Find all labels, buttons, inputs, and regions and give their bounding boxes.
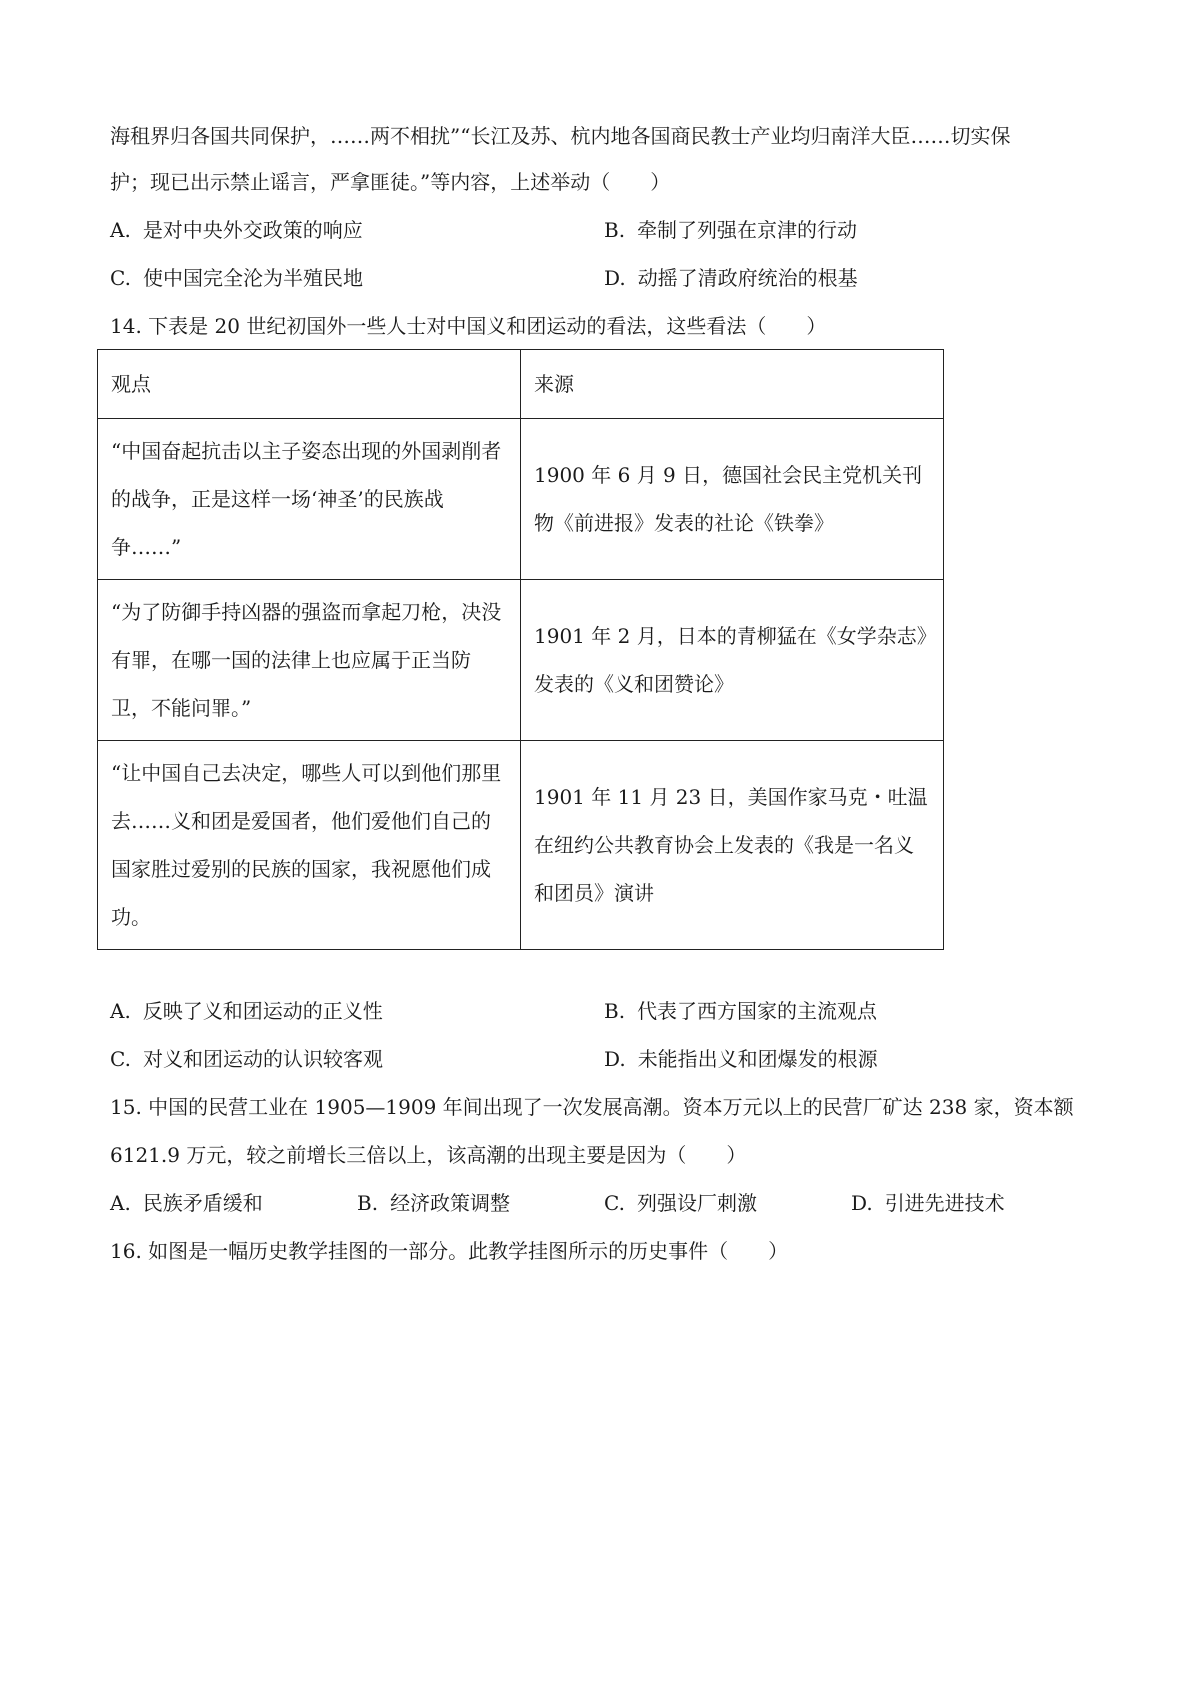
option-text: 对义和团运动的认识较客观 [142, 1047, 383, 1071]
table-row [98, 741, 944, 950]
q15-option-d[interactable] [851, 1189, 1005, 1217]
table-cell-source: 1901 年 2 月，日本的青柳猛在《女学杂志》发表的《义和团赞论》 [521, 580, 944, 741]
option-letter: D. [851, 1191, 873, 1215]
q13-option-d[interactable] [604, 264, 858, 292]
option-text: 代表了西方国家的主流观点 [637, 999, 878, 1023]
option-text: 反映了义和团运动的正义性 [142, 999, 383, 1023]
q13-stem-line-1: 海租界归各国共同保护，……两不相扰”“长江及苏、杭内地各国商民教士产业均归南洋大臣……切实保 [110, 124, 1011, 148]
option-letter: C. [110, 266, 131, 290]
q14-stem: 14. 下表是 20 世纪初国外一些人士对中国义和团运动的看法，这些看法（ ） [110, 314, 827, 338]
option-text: 动摇了清政府统治的根基 [637, 266, 858, 290]
option-letter: B. [604, 999, 626, 1023]
table-cell-source: 1901 年 11 月 23 日，美国作家马克・吐温在纽约公共教育协会上发表的《我是一名义和团员》演讲 [521, 741, 944, 950]
option-text: 使中国完全沦为半殖民地 [142, 266, 363, 290]
option-text: 列强设厂刺激 [636, 1191, 757, 1215]
q15-stem-line-1: 15. 中国的民营工业在 1905—1909 年间出现了一次发展高潮。资本万元以上的民营厂矿达 238 家，资本额 [110, 1095, 1074, 1119]
table-header-row [98, 350, 944, 419]
q14-option-c[interactable] [110, 1045, 383, 1073]
table-cell-view: “让中国自己去决定，哪些人可以到他们那里去……义和团是爱国者，他们爱他们自己的国家胜过爱别的民族的国家，我祝愿他们成功。 [98, 741, 521, 950]
option-letter: B. [357, 1191, 379, 1215]
option-letter: D. [604, 266, 626, 290]
table-cell-view: “为了防御手持凶器的强盗而拿起刀枪，决没有罪，在哪一国的法律上也应属于正当防卫，不能问罪。” [98, 580, 521, 741]
option-text: 民族矛盾缓和 [142, 1191, 263, 1215]
q15-option-b[interactable] [357, 1189, 510, 1217]
q15-option-a[interactable] [110, 1189, 263, 1217]
q13-stem-line-2: 护；现已出示禁止谣言，严拿匪徒。”等内容，上述举动（ ） [110, 170, 671, 194]
q14-option-d[interactable] [604, 1045, 878, 1073]
table-header-view: 观点 [98, 350, 521, 419]
q13-option-b[interactable] [604, 216, 857, 244]
option-text: 牵制了列强在京津的行动 [637, 218, 858, 242]
option-letter: A. [110, 999, 131, 1023]
option-text: 经济政策调整 [390, 1191, 511, 1215]
q14-option-b[interactable] [604, 997, 877, 1025]
option-text: 引进先进技术 [884, 1191, 1005, 1215]
q14-views-table [97, 349, 944, 950]
table-row [98, 419, 944, 580]
option-letter: C. [604, 1191, 625, 1215]
q13-option-a[interactable] [110, 216, 363, 244]
option-letter: C. [110, 1047, 131, 1071]
option-letter: A. [110, 1191, 131, 1215]
option-text: 是对中央外交政策的响应 [142, 218, 363, 242]
table-cell-view: “中国奋起抗击以主子姿态出现的外国剥削者的战争，正是这样一场‘神圣’的民族战争……” [98, 419, 521, 580]
option-letter: A. [110, 218, 131, 242]
table-header-source: 来源 [521, 350, 944, 419]
q15-option-c[interactable] [604, 1189, 757, 1217]
q14-option-a[interactable] [110, 997, 383, 1025]
option-letter: D. [604, 1047, 626, 1071]
q15-stem-line-2: 6121.9 万元，较之前增长三倍以上，该高潮的出现主要是因为（ ） [110, 1143, 747, 1167]
option-text: 未能指出义和团爆发的根源 [637, 1047, 878, 1071]
table-row [98, 580, 944, 741]
option-letter: B. [604, 218, 626, 242]
q13-option-c[interactable] [110, 264, 363, 292]
q16-stem: 16. 如图是一幅历史教学挂图的一部分。此教学挂图所示的历史事件（ ） [110, 1239, 789, 1263]
table-cell-source: 1900 年 6 月 9 日，德国社会民主党机关刊物《前进报》发表的社论《铁拳》 [521, 419, 944, 580]
